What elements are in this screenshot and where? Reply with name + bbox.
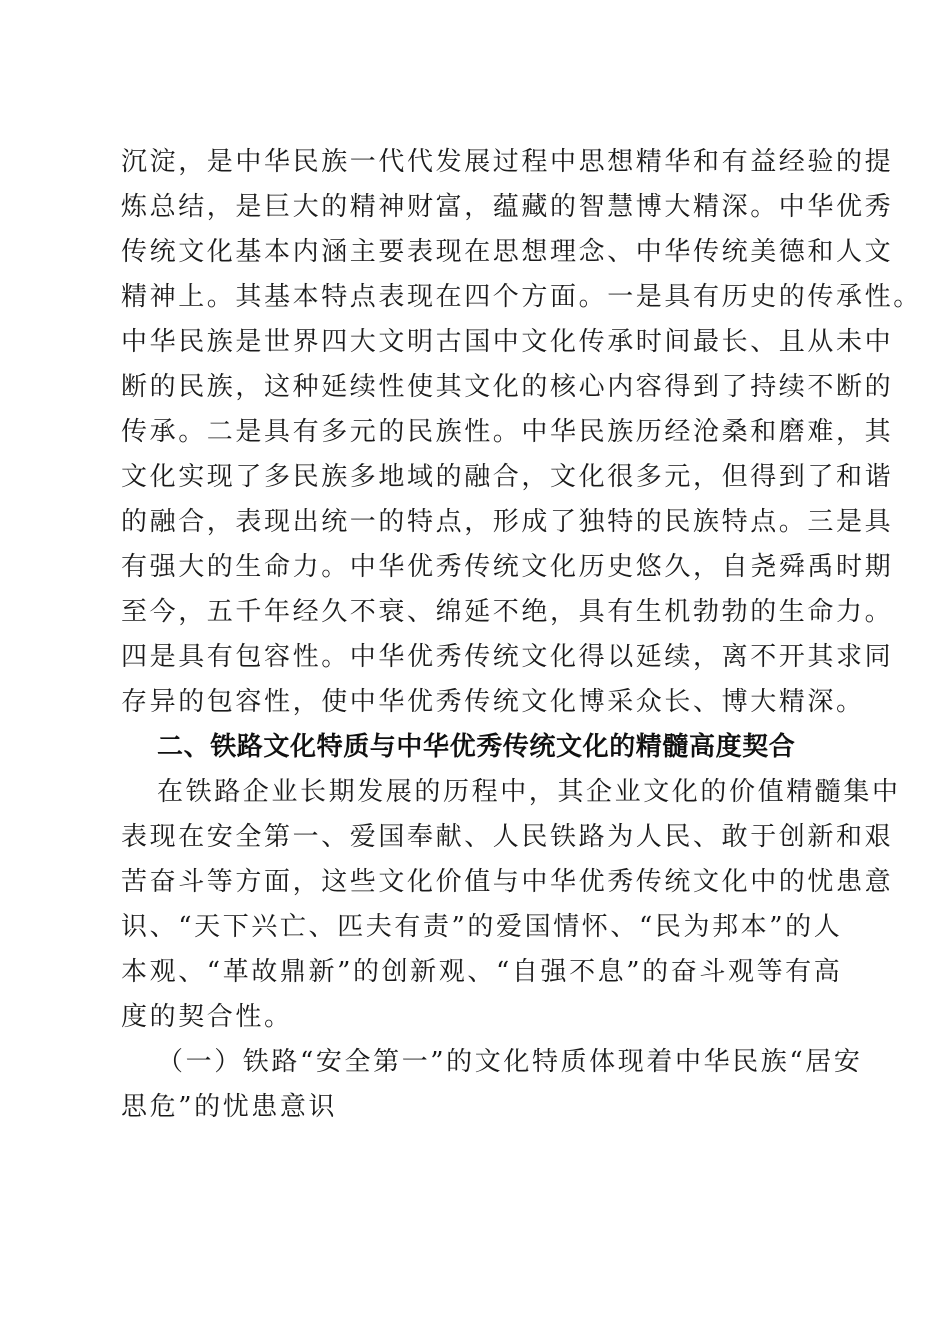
body-text-line: 度的契合性。 [121,1002,293,1032]
body-text-line: 本观、“革故鼎新”的创新观、“自强不息”的奋斗观等有高 [121,957,843,987]
body-text-line: 至今，五千年经久不衰、绵延不绝，具有生机勃勃的生命力。 [121,597,894,627]
subsection-heading-line: 思危”的忧患意识 [121,1092,338,1122]
body-text-line: 中华民族是世界四大文明古国中文化传承时间最长、且从未中 [121,327,894,357]
body-text-line: 精神上。其基本特点表现在四个方面。一是具有历史的传承性。 [121,282,922,312]
body-text-line: 四是具有包容性。中华优秀传统文化得以延续，离不开其求同 [121,642,894,672]
body-text-line: 苦奋斗等方面，这些文化价值与中华优秀传统文化中的忧患意 [121,867,894,897]
body-text-line: 识、“天下兴亡、匹夫有责”的爱国情怀、“民为邦本”的人 [121,912,843,942]
body-text-line: 表现在安全第一、爱国奉献、人民铁路为人民、敢于创新和艰 [121,822,894,852]
body-text-line: 存异的包容性，使中华优秀传统文化博采众长、博大精深。 [121,687,865,717]
body-text-line: 的融合，表现出统一的特点，形成了独特的民族特点。三是具 [121,507,894,537]
body-text-line: 炼总结，是巨大的精神财富，蕴藏的智慧博大精深。中华优秀 [121,192,894,222]
body-text-line: 传承。二是具有多元的民族性。中华民族历经沧桑和磨难，其 [121,417,894,447]
body-text-line: 文化实现了多民族多地域的融合，文化很多元，但得到了和谐 [121,462,894,492]
body-text-line: 沉淀，是中华民族一代代发展过程中思想精华和有益经验的提 [121,147,894,177]
body-text-line: 有强大的生命力。中华优秀传统文化历史悠久，自尧舜禹时期 [121,552,894,582]
subsection-heading-line: （一）铁路“安全第一”的文化特质体现着中华民族“居安 [157,1047,863,1077]
body-text-line: 传统文化基本内涵主要表现在思想理念、中华传统美德和人文 [121,237,894,267]
body-text-line: 断的民族，这种延续性使其文化的核心内容得到了持续不断的 [121,372,894,402]
section-heading: 二、铁路文化特质与中华优秀传统文化的精髓高度契合 [157,732,796,762]
paragraph-first-line: 在铁路企业长期发展的历程中，其企业文化的价值精髓集中 [157,777,901,807]
